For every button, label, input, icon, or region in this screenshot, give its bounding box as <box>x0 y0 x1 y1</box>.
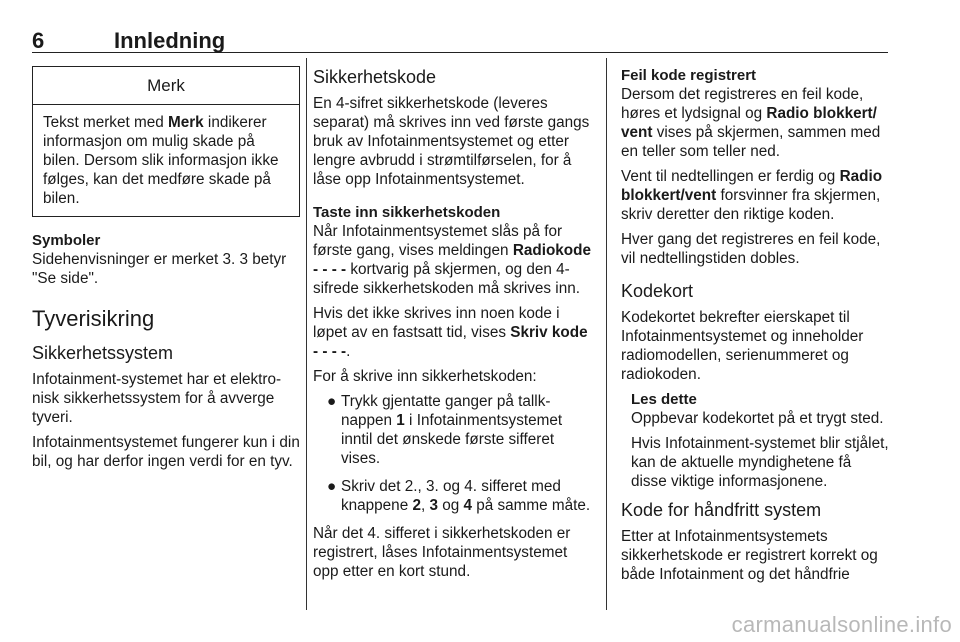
note-block <box>621 390 891 491</box>
list-item: ● Trykk gjentatte ganger på tallknappen 1 i Infotainmentsystemet inntil det ønskede første sifferet vises. <box>327 393 563 467</box>
security-system-paragraph-1: Infotainment-systemet har et elektronisk sikkerhetssystem for å avverge tyveri. <box>32 371 282 426</box>
note-box-body: Tekst merket med Merk indikerer informasjon om mulig skade på bilen. Dersom slik informasjon ikke følges, kan det medføre skade på bilen. <box>43 114 279 207</box>
list-item: ● Skriv det 2., 3. og 4. sifferet med knappene 2, 3 og 4 på samme måte. <box>327 478 591 514</box>
security-system-paragraph-2: Infotainmentsystemet fungerer kun i din bil, og har derfor ingen verdi for en tyv. <box>32 434 300 470</box>
subsection-heading-security-system: Sikkerhetssystem <box>32 343 174 363</box>
chapter-title: Innledning <box>114 28 226 53</box>
instruction-list <box>313 392 593 515</box>
column-1 <box>32 66 300 477</box>
section-heading-theft: Tyverisikring <box>32 306 155 331</box>
handsfree-paragraph: Etter at Infotainmentsystemets sikkerhetskode er registrert korrekt og både Infotainment og det håndfrie <box>621 528 878 583</box>
security-code-paragraph: En 4-sifret sikkerhetskode (leveres separat) må skrives inn ved første gangs bruk av Infotainmentsystemet og etter lengre avbrudd i strømtilførselen, for å låse opp Infotainmentsystemet. <box>313 95 590 188</box>
page-header <box>32 22 888 53</box>
column-divider-1 <box>306 58 307 610</box>
column-2 <box>313 66 593 587</box>
enter-code-heading: Taste inn sikkerhetskoden <box>313 204 501 221</box>
subsection-heading-security-code: Sikkerhetskode <box>313 67 437 87</box>
note-heading: Les dette <box>631 391 697 408</box>
note-box-title: Merk <box>33 67 299 105</box>
symbols-heading: Symboler <box>32 232 101 249</box>
symbols-text: Sidehenvisninger er merket 3. 3 betyr "Se side". <box>32 251 287 287</box>
note-box <box>32 66 300 217</box>
enter-code-paragraph: Når Infotainmentsystemet slås på for første gang, vises meldingen Radiokode - - - - kortvarig på skjermen, og den 4-sifrede sikkerhetskoden må skrives inn. <box>313 223 592 297</box>
wait-paragraph: Vent til nedtellingen er ferdig og Radio blokkert/vent forsvinner fra skjermen, skriv deretter den riktige koden. <box>621 168 883 223</box>
subsection-heading-code-card: Kodekort <box>621 281 694 301</box>
note-paragraph-2: Hvis Infotainment-systemet blir stjålet, kan de aktuelle myndighetene få disse viktige informasjonene. <box>631 435 889 490</box>
subsection-heading-handsfree-code: Kode for håndfritt system <box>621 500 822 520</box>
wrong-code-paragraph: Dersom det registreres en feil kode, høres et lydsignal og Radio blokkert/ vent vises på skjermen, sammen med en teller som teller ned. <box>621 86 881 160</box>
bullet-icon: ● <box>327 478 337 495</box>
watermark: carmanualsonline.info <box>731 612 952 637</box>
wrong-code-heading: Feil kode registrert <box>621 67 757 84</box>
instructions-intro: For å skrive inn sikkerhetskoden: <box>313 368 537 385</box>
timeout-paragraph: Hvis det ikke skrives inn noen kode i løpet av en fastsatt tid, vises Skriv kode - - - -. <box>313 305 588 360</box>
bullet-icon: ● <box>327 393 337 410</box>
page-number: 6 <box>32 28 45 53</box>
final-paragraph: Når det 4. sifferet i sikkerhetskoden er registrert, låses Infotainmentsystemet opp etter en kort stund. <box>313 525 571 580</box>
note-paragraph-1: Oppbevar kodekortet på et trygt sted. <box>631 410 884 427</box>
column-divider-2 <box>606 58 607 610</box>
column-3 <box>621 66 891 590</box>
double-time-paragraph: Hver gang det registreres en feil kode, vil nedtellingstiden dobles. <box>621 231 881 267</box>
code-card-paragraph: Kodekortet bekrefter eierskapet til Infotainmentsystemet og inneholder radiomodellen, serienummeret og radiokoden. <box>621 309 864 383</box>
